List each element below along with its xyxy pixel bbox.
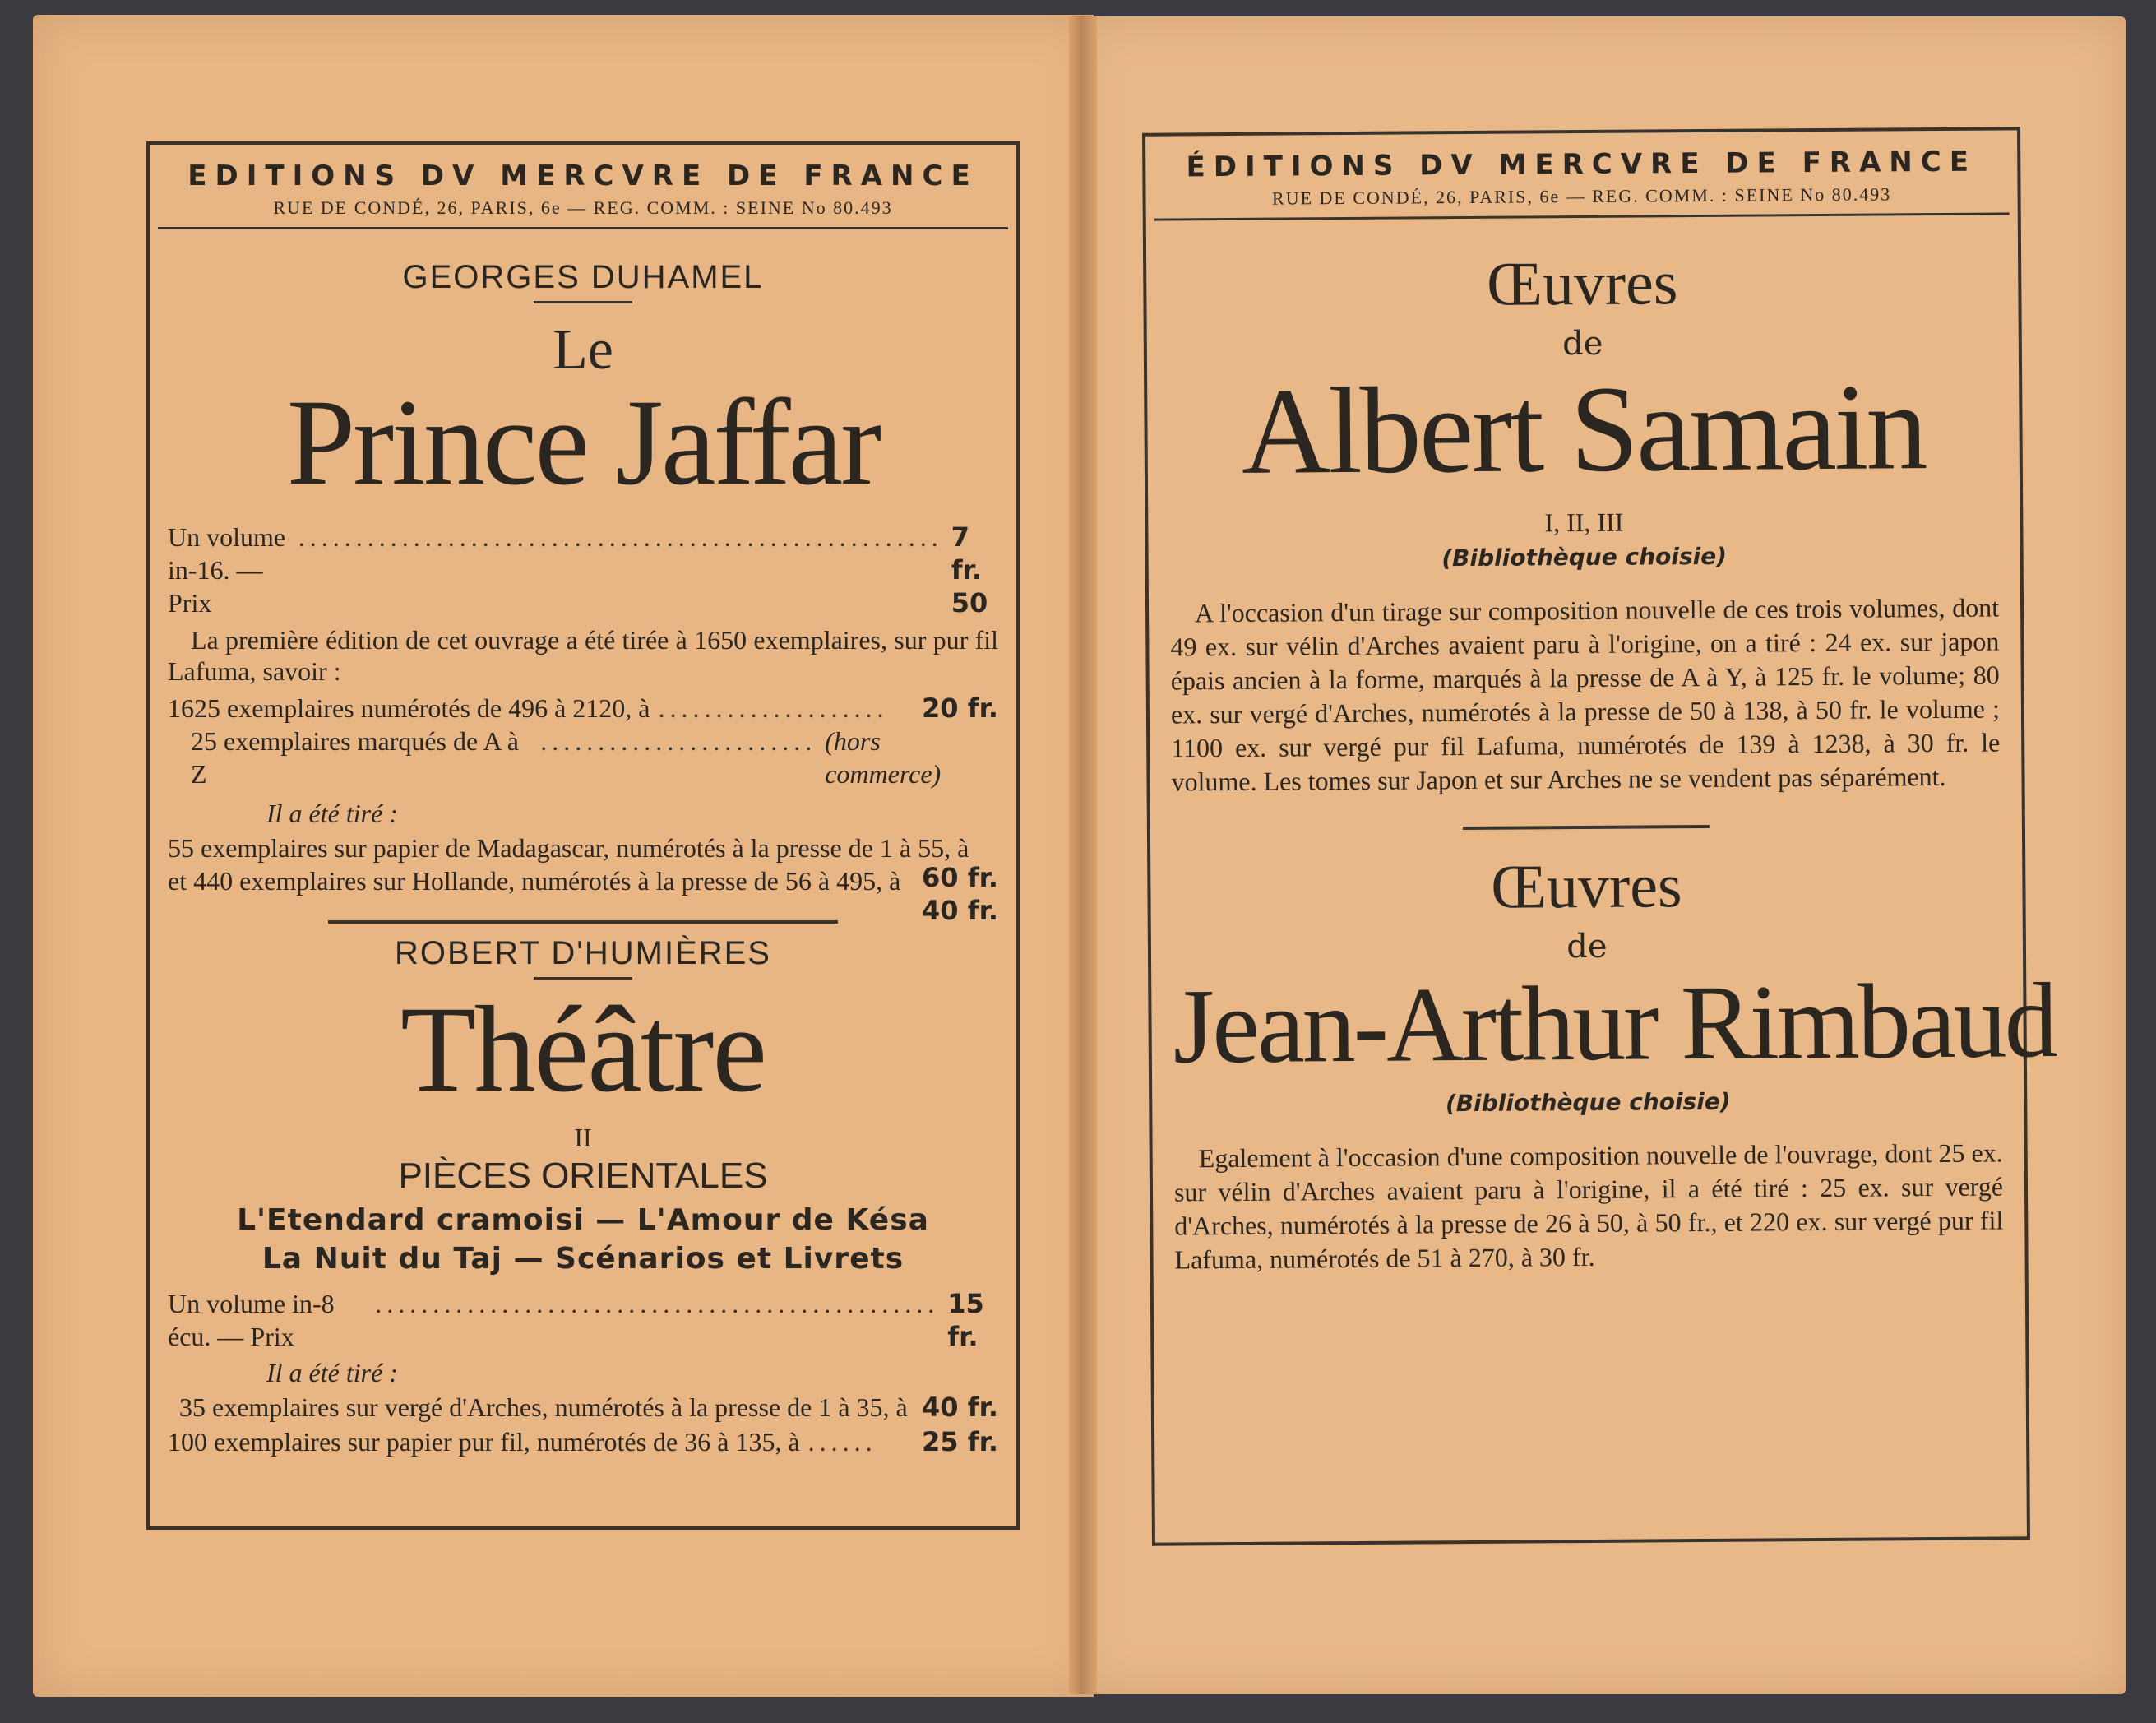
section-divider — [328, 920, 838, 924]
author-samain: Albert Samain — [1241, 359, 1926, 500]
collection-1: (Bibliothèque choisie) — [1441, 542, 1728, 572]
leader-dots: ...... — [807, 1427, 877, 1457]
edition-line-3-price: 60 fr. — [922, 862, 998, 893]
edition-line-2 — [168, 725, 998, 790]
title-prince-jaffar: Prince Jaffar — [286, 374, 880, 511]
theatre-line-1 — [168, 1392, 998, 1422]
edition-line-4-price: 40 fr. — [922, 895, 998, 926]
leader-dots: ................................................. — [375, 1289, 940, 1318]
theatre-line-1-price: 40 fr. — [922, 1392, 998, 1423]
edition-line-1-price: 20 fr. — [922, 692, 998, 724]
left-advert-frame — [146, 141, 1020, 1530]
edition-line-2-note: (hors commerce) — [825, 726, 942, 789]
theatre-line-2-text: 100 exemplaires sur papier pur fil, numérotés de 36 à 135, à — [168, 1427, 800, 1457]
edition-line-2-text: 25 exemplaires marqués de A à Z — [191, 726, 519, 789]
subtitle-pieces-orientales: PIÈCES ORIENTALES — [398, 1156, 768, 1196]
left-header — [150, 160, 1016, 229]
right-header — [1145, 145, 2018, 220]
title-le: Le — [553, 318, 613, 382]
author-dhumieres: ROBERT D'HUMIÈRES — [394, 935, 771, 971]
leader-dots: .................... — [658, 693, 889, 723]
leader-dots: ........................ — [540, 726, 817, 756]
edition-line-4-text: et 440 exemplaires sur Hollande, numérotés à la presse de 56 à 495, à — [168, 866, 901, 896]
de-1: de — [1562, 324, 1603, 364]
volume-numeral: II — [574, 1123, 592, 1152]
book-gutter — [1069, 16, 1097, 1694]
de-2: de — [1566, 927, 1608, 966]
theatre-line-2 — [168, 1425, 998, 1458]
edition-note: La première édition de cet ouvrage a été tirée à 1650 exemplaires, sur pur fil Lafuma, savoir : — [168, 625, 998, 686]
price: 7 fr. 50 — [951, 521, 988, 618]
title-theatre: Théâtre — [400, 981, 766, 1118]
tire-label: Il a été tiré : — [266, 799, 398, 828]
section-divider-right — [1463, 825, 1710, 830]
collection-2: (Bibliothèque choisie) — [1445, 1087, 1731, 1118]
edition-line-1 — [168, 692, 998, 725]
contents-line-1: L'Etendard cramoisi — L'Amour de Késa — [237, 1203, 929, 1237]
theatre-line-1-text: 35 exemplaires sur vergé d'Arches, numérotés à la presse de 1 à 35, à — [179, 1392, 908, 1422]
volume-label-2: Un volume in-8 écu. — Prix — [168, 1289, 335, 1351]
theatre-line-2-price: 25 fr. — [922, 1426, 998, 1457]
samain-paragraph: A l'occasion d'un tirage sur composition nouvelle de ces trois volumes, dont 49 ex. sur vélin d'Arches avaient paru à l'origine, on a tiré : 24 ex. sur japon épais ancien à la forme, marqués à la presse de A à Y, à 125 fr. le volume; 80 ex. sur vergé d'Arches, numérotés à la presse de 50 à 138, à 50 fr. le volume ; 1100 ex. sur vergé pur fil Lafuma, numérotés de 139 à 1238, à 30 fr. le volume. Les tomes sur Japon et sur Arches ne se vendent pas séparément. — [1170, 592, 2001, 797]
publisher-address: RUE DE CONDÉ, 26, PARIS, 6e — REG. COMM. : SEINE No 80.493 — [158, 197, 1008, 229]
volume-label: Un volume in-16. — Prix — [168, 522, 286, 618]
author-rimbaud: Jean-Arthur Rimbaud — [1173, 961, 2057, 1086]
oeuvres-heading-1: Œuvres — [1486, 248, 1678, 319]
publisher-name-right: ÉDITIONS DV MERCVRE DE FRANCE — [1186, 145, 1978, 184]
divider — [534, 977, 632, 980]
divider — [534, 301, 632, 303]
rimbaud-paragraph: Egalement à l'occasion d'une composition nouvelle de l'ouvrage, dont 25 ex. sur vélin d'Arches avaient paru à l'origine, il a été tiré : 25 ex. sur vergé d'Arches, numérotés à la presse de 26 à 50, à 50 fr., et 220 ex. sur vergé pur fil Lafuma, numérotés de 51 à 270, à 30 fr. — [1173, 1137, 2004, 1275]
contents-line-2: La Nuit du Taj — Scénarios et Livrets — [261, 1242, 905, 1276]
edition-line-4 — [168, 866, 998, 926]
tire-label-2: Il a été tiré : — [266, 1358, 398, 1387]
edition-line-1-text: 1625 exemplaires numérotés de 496 à 2120, à — [168, 693, 650, 723]
leader-dots: ........................................................ — [298, 522, 943, 552]
publisher-name: EDITIONS DV MERCVRE DE FRANCE — [187, 160, 979, 192]
edition-line-3-text: 55 exemplaires sur papier de Madagascar, numérotés à la presse de 1 à 55, à — [168, 833, 969, 863]
price-2: 15 fr. — [947, 1288, 984, 1352]
oeuvres-heading-2: Œuvres — [1491, 851, 1682, 922]
author-duhamel: GEORGES DUHAMEL — [402, 259, 764, 295]
volume-price-row — [168, 521, 998, 619]
publisher-address-right: RUE DE CONDÉ, 26, PARIS, 6e — REG. COMM. : SEINE No 80.493 — [1154, 183, 2009, 220]
samain-volumes: I, II, III — [1544, 507, 1624, 538]
volume-price-row-2 — [168, 1287, 998, 1353]
right-advert-frame — [1142, 127, 2057, 1545]
